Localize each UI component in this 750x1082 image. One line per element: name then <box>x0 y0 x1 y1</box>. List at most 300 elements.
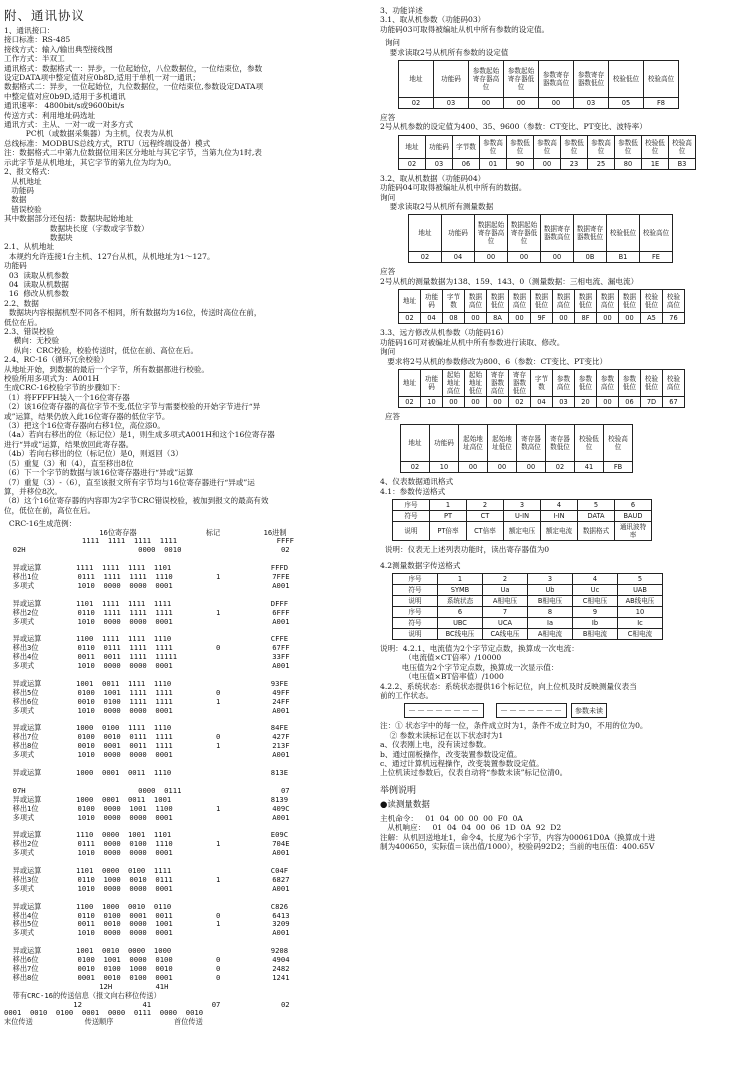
table-cell: 7D <box>641 396 663 407</box>
table-row <box>399 61 679 98</box>
table-cell: I-IN <box>541 511 578 522</box>
table-cell: 4 <box>541 500 578 511</box>
table-cell: 10 <box>430 462 459 473</box>
table-cell: 1E <box>642 158 669 169</box>
crc-row: 异或运算 1101 0000 0100 1111 C04F <box>4 865 289 875</box>
table-row <box>399 313 685 324</box>
table-row <box>393 606 663 617</box>
table-cell: B1 <box>607 252 640 263</box>
protocol-line: 16 修改从机参数 <box>4 289 69 299</box>
format-line: 其中数据部分还包括：数据块起始地址 <box>4 214 134 224</box>
crc-row: 移出8位 0010 0001 0011 1111 1 213F <box>4 741 290 751</box>
table-cell: 地址 <box>401 425 430 462</box>
crc-row: 多项式 1010 0000 0000 0001 A001 <box>4 616 290 626</box>
format-line: 4.1：参数传送格式 <box>380 486 446 496</box>
table-cell: 02 <box>399 98 434 109</box>
interface-line: 设定DATA项中整定值对应0b8D,适用于单机一对一通讯； <box>4 73 200 83</box>
table-cell: 参数起始寄存器高位 <box>469 61 504 98</box>
interface-line: 1、通讯接口： <box>4 26 55 35</box>
table-cell: FE <box>640 252 673 263</box>
read-data-section <box>380 174 746 212</box>
table-cell: 符号 <box>393 584 438 595</box>
table-cell: 00 <box>469 98 504 109</box>
protocol-line: （5）重复（3）和（4），直至移出8位 <box>4 458 134 468</box>
table-cell: 00 <box>541 252 574 263</box>
crc-row: 0001 0010 0100 0001 0000 0111 0000 0010 <box>4 1008 204 1018</box>
crc-row: 1111 1111 1111 1111 FFFF <box>4 536 294 546</box>
table-cell: 参数高位 <box>553 369 575 396</box>
read-params-reply-table <box>398 135 696 170</box>
table-cell: UAB <box>618 584 663 595</box>
crc-row: 移出5位 0100 1001 1111 1111 0 49FF <box>4 687 290 697</box>
table-cell: B相电流 <box>573 628 618 639</box>
table-cell: 校验低位 <box>609 61 644 98</box>
crc-row: 02H 0000 0010 02 <box>4 545 290 555</box>
protocol-line: 2.3、错误校验 <box>4 327 55 336</box>
table-cell: 校验低位 <box>607 215 640 252</box>
table-cell: 校验高位 <box>604 425 633 462</box>
table-row <box>399 369 685 396</box>
crc-row: 异或运算 1001 0010 0000 1000 9208 <box>4 946 289 956</box>
format-line: 2、报文格式： <box>4 167 55 177</box>
modify-line: 询问 <box>380 347 396 357</box>
protocol-line: 本规约允许连接1台主机、127台从机，从机地址为1～127。 <box>4 251 215 261</box>
interface-line: 中整定值对应0b9D,适用于多机通讯 <box>4 91 126 101</box>
table-cell: 字节数 <box>453 135 480 158</box>
protocol-line: 2.2、数据 <box>4 298 39 308</box>
table-cell: 功能码 <box>426 135 453 158</box>
note-line: 电压值为2个字节定点数，换算成一次显示值： <box>380 662 559 672</box>
interface-line: 传送方式：利用地址码选址 <box>4 110 96 120</box>
crc-row: 异或运算 1000 0100 1111 1110 84FE <box>4 723 289 733</box>
table-cell: 08 <box>443 313 465 324</box>
protocol-line: 进行“异或”运算，结果放回此寄存器。 <box>4 439 134 449</box>
reply-line: 应答 <box>380 113 396 123</box>
table-cell: C相电压 <box>573 595 618 606</box>
table-cell: 数据寄存器数高位 <box>541 215 574 252</box>
table-cell: 00 <box>597 396 619 407</box>
status-notes <box>380 721 746 777</box>
table-cell: 02 <box>399 313 421 324</box>
table-row <box>393 500 652 511</box>
protocol-line: 低位在后。 <box>4 317 42 327</box>
table-cell: 5 <box>578 500 615 511</box>
modify-params-section <box>380 328 746 366</box>
table-cell: 功能码 <box>430 425 459 462</box>
protocol-line: 算，并移位8次。 <box>4 486 62 496</box>
table-cell: 校验高位 <box>663 290 685 313</box>
crc-row: 16位寄存器 标记 16进制 <box>4 527 287 537</box>
table-row <box>401 425 633 462</box>
table-cell: UCA <box>483 617 528 628</box>
table-cell: 00 <box>534 158 561 169</box>
table-cell: 参数起始寄存器低位 <box>504 61 539 98</box>
table-cell: 字节数 <box>531 369 553 396</box>
read-data-line: 3.2、取从机数据（功能码04） <box>380 173 486 183</box>
crc-row: 异或运算 1100 1000 0010 0110 C826 <box>4 901 289 911</box>
table-cell: 额定电流 <box>541 522 578 541</box>
table-cell: 00 <box>459 462 488 473</box>
table-cell: 04 <box>421 313 443 324</box>
format-line: 数据块长度（字数或字节数） <box>4 223 149 233</box>
table-cell: A5 <box>641 313 663 324</box>
protocol-line: 03 读取从机参数 <box>4 270 69 280</box>
table-cell: 00 <box>443 396 465 407</box>
crc-row: 异或运算 1110 0000 1001 1101 E09C <box>4 830 289 840</box>
table-row <box>399 135 696 158</box>
interface-line: 接线方式：输入/输出典型接线图 <box>4 44 113 54</box>
measure-format-table <box>392 573 663 640</box>
function-line: 功能码03可取得被编址从机中所有参数的设定值。 <box>380 24 550 34</box>
reply-line: 应答 <box>380 267 396 277</box>
modify-query-table <box>398 369 685 408</box>
table-cell: 数据低位 <box>619 290 641 313</box>
table-cell: 06 <box>619 396 641 407</box>
table-cell: 00 <box>465 396 487 407</box>
table-cell: 功能码 <box>421 290 443 313</box>
crc-row: 异或运算 1000 0001 0011 1110 813E <box>4 768 289 777</box>
table-cell: 数据格式 <box>578 522 615 541</box>
table-cell: 9F <box>531 313 553 324</box>
table-cell: 02 <box>399 158 426 169</box>
table-cell: 校验高位 <box>640 215 673 252</box>
crc-row: 多项式 1010 0000 0000 0001 A001 <box>4 848 290 858</box>
interface-line: 数据格式二：异步，一位起始位，九位数据位，一位结束位,参数设定DATA项 <box>4 82 264 92</box>
measure-format-heading: 4.2测量数据字传送格式 <box>380 560 461 570</box>
table-cell: 00 <box>509 313 531 324</box>
protocol-line: 横向：无校验 <box>4 336 60 346</box>
table-cell: 地址 <box>399 290 421 313</box>
example-line: 制为400650，实际值＝读出值/1000），校验码92D2；当前的电压值：400.65V <box>380 842 655 852</box>
table-cell: F8 <box>644 98 679 109</box>
table-cell: 寄存器数高位 <box>517 425 546 462</box>
table-cell: 02 <box>509 396 531 407</box>
example-bullet: ●读测量数据 <box>380 799 430 810</box>
protocol-line: 功能码 <box>4 261 27 271</box>
table-cell: 额定电压 <box>504 522 541 541</box>
read-params-query-table <box>398 60 679 109</box>
table-cell: 4 <box>573 573 618 584</box>
table-cell: 起始地址高位 <box>443 369 465 396</box>
crc-row: 12 41 07 02 <box>4 999 290 1009</box>
table-row <box>409 252 673 263</box>
table-cell: 04 <box>531 396 553 407</box>
table-cell: 02 <box>399 396 421 407</box>
crc-row: 移出1位 0100 0000 1001 1100 1 409C <box>4 803 290 813</box>
protocol-line: （8）这个16位寄存器的内容即为2字节CRC错误校验，被加到报文的最高有效 <box>4 496 269 506</box>
modify-line: 要求将2号从机的参数修改为800、6（参数：CT变比、PT变比） <box>380 356 608 366</box>
table-row <box>393 573 663 584</box>
table-cell: 05 <box>609 98 644 109</box>
table-cell: 参数高位 <box>597 369 619 396</box>
table-cell: 参数低位 <box>575 369 597 396</box>
table-cell: 寄存器数低位 <box>546 425 575 462</box>
protocol-line: 数据块内容根据机型不同各不相同，所有数据均为16位，传送时高位在前， <box>4 308 262 318</box>
table-cell: 序号 <box>393 573 438 584</box>
table-cell: Uc <box>573 584 618 595</box>
protocol-line: （6）下一个字节的数据与该16位寄存器进行“异或”运算 <box>4 468 194 478</box>
table-cell: A相电压 <box>483 595 528 606</box>
table-cell: DATA <box>578 511 615 522</box>
table-cell: 寄存器数高位 <box>487 369 509 396</box>
example-content <box>380 814 746 852</box>
table-cell: 00 <box>539 98 574 109</box>
table-cell: 02 <box>409 252 442 263</box>
crc-example-title: CRC-16生成范例： <box>4 519 77 529</box>
table-cell: 03 <box>434 98 469 109</box>
crc-row: 移出2位 0110 1111 1111 1111 1 6FFF <box>4 607 290 617</box>
param-format-table <box>392 499 652 541</box>
table-cell: 字节数 <box>443 290 465 313</box>
protocol-line: 04 读取从机数据 <box>4 279 69 289</box>
crc-row: 移出1位 0111 1111 1111 1110 1 7FFE <box>4 572 290 582</box>
table-row <box>393 628 663 639</box>
table-cell: FB <box>604 462 633 473</box>
modify-reply-table <box>400 424 633 473</box>
note-line: （电流值×CT倍率）/10000 <box>380 653 502 663</box>
crc-row: 移出6位 0010 0100 1111 1111 1 24FF <box>4 696 290 706</box>
table-cell: 校验低位 <box>642 135 669 158</box>
protocol-line: （7）重复（3）-（6），直至该报文所有字节均与16位寄存器进行“异或”运 <box>4 477 255 487</box>
table-cell: 00 <box>517 462 546 473</box>
table-cell: 校验低位 <box>575 425 604 462</box>
note-line: 注：① 状态字中的每一位，条件成立时为1，条件不成立时为0，不用的位为0。 <box>380 721 648 731</box>
table-cell: 5 <box>618 573 663 584</box>
table-cell: 校验低位 <box>641 290 663 313</box>
table-cell: 1 <box>430 500 467 511</box>
protocol-line: 从地址开始，到数据的最后一个字节，所有数据都进行校验。 <box>4 364 210 374</box>
table-cell: 功能码 <box>434 61 469 98</box>
left-column <box>4 6 366 1027</box>
crc-row: 多项式 1010 0000 0000 0001 A001 <box>4 883 290 893</box>
crc-row: 移出3位 0110 1000 0010 0111 1 6827 <box>4 874 290 884</box>
reply1-heading <box>380 113 746 132</box>
table-cell: 序号 <box>393 606 438 617</box>
table-cell: 00 <box>504 98 539 109</box>
table-cell: AB线电压 <box>618 595 663 606</box>
table-cell: 说明 <box>393 522 430 541</box>
reply2-heading <box>380 267 746 286</box>
protocol-line: （3）把这个16位寄存器向右移1位，高位添0。 <box>4 421 165 431</box>
table-cell: U-IN <box>504 511 541 522</box>
table-cell: Ua <box>483 584 528 595</box>
table-cell: 90 <box>507 158 534 169</box>
table-cell: 0B <box>574 252 607 263</box>
crc-row: 多项式 1010 0000 0000 0001 A001 <box>4 928 290 938</box>
query-line: 询问 <box>380 38 401 48</box>
table-cell: A相电流 <box>528 628 573 639</box>
table-cell: 说明 <box>393 628 438 639</box>
interface-line: PC机（或数据采集器）为主机，仪表为从机 <box>4 129 174 139</box>
example-line: 主机命令： 01 04 00 00 00 F0 0A <box>380 813 523 823</box>
read-data-line: 询问 <box>380 192 396 202</box>
crc-row: 移出4位 0011 0011 1111 11111 33FF <box>4 652 290 662</box>
table-cell: 00 <box>597 313 619 324</box>
status-bits-high: －－－－－－－－ <box>404 703 484 718</box>
table-cell: 80 <box>615 158 642 169</box>
protocol-line: （1）将FFFFH装入一个16位寄存器 <box>4 392 130 402</box>
modify-line: 3.3、远方修改从机参数（功能码16） <box>380 328 509 338</box>
table-cell: 41 <box>575 462 604 473</box>
table-cell: 3 <box>504 500 541 511</box>
table-cell: 数据高位 <box>597 290 619 313</box>
table-cell: 符号 <box>393 617 438 628</box>
table-cell: 参数高位 <box>534 135 561 158</box>
table-row <box>393 522 652 541</box>
crc-row: 异或运算 1111 1111 1111 1101 FFFD <box>4 563 289 573</box>
modify-line: 功能码16可对被编址从机中所有参数进行读取、修改。 <box>380 337 565 347</box>
note-line: 4.2.2、系统状态：系统状态提供16个标记位，向上位机及时反映测量仪表当 <box>380 681 637 691</box>
table-cell: 9 <box>573 606 618 617</box>
protocol-line: 或”运算，结果仍放入此16位寄存器的低位字节。 <box>4 411 170 421</box>
table-cell: 起始地址低位 <box>488 425 517 462</box>
table-cell: 10 <box>618 606 663 617</box>
note-line: c、通过计算机远程操作，改变装置参数设定值。 <box>380 759 544 768</box>
protocol-details <box>4 242 366 515</box>
query1-heading <box>380 38 746 57</box>
interface-line: 总线标准：MODBUS总线方式，RTU（远程终端设备）模式 <box>4 138 211 148</box>
table-cell: 数据高位 <box>553 290 575 313</box>
table-cell: 数据寄存器数低位 <box>574 215 607 252</box>
table-cell: PT <box>430 511 467 522</box>
table-cell: 功能码 <box>421 369 443 396</box>
table-cell: 寄存器数低位 <box>509 369 531 396</box>
table-cell: 3 <box>528 573 573 584</box>
read-data-line: 要求读取2号从机所有测量数据 <box>380 202 494 212</box>
reply-line: 2号从机参数的设定值为400、35、9600（参数：CT变比、PT变比、波特率） <box>380 122 647 132</box>
table-cell: 03 <box>553 396 575 407</box>
example-line: 注解：从机回送地址1，命令4，长度为6个字节，内容为00061D0A（换算成十进 <box>380 832 656 842</box>
table-cell: 00 <box>619 313 641 324</box>
table-cell: 00 <box>553 313 575 324</box>
table-cell: 8A <box>487 313 509 324</box>
table-cell: 25 <box>588 158 615 169</box>
read-data-reply-table <box>398 289 685 324</box>
table-row <box>409 215 673 252</box>
table-cell: 通讯波特率 <box>615 522 652 541</box>
format-line: 错误校验 <box>4 204 42 214</box>
table-cell: PT倍率 <box>430 522 467 541</box>
table-cell: C相电流 <box>618 628 663 639</box>
crc-row: 移出7位 0100 0010 0111 1111 0 427F <box>4 732 290 742</box>
table-row <box>393 617 663 628</box>
crc-row: 多项式 1010 0000 0000 0001 A001 <box>4 750 290 760</box>
table-cell: 地址 <box>399 135 426 158</box>
protocol-line: 位，低位在前，高位在后。 <box>4 505 96 515</box>
table-cell: 00 <box>488 462 517 473</box>
table-cell: 02 <box>546 462 575 473</box>
table-cell: SYMB <box>438 584 483 595</box>
note-line: （电压值×BT倍率值）/1000 <box>380 672 504 682</box>
crc-row: 移出3位 0110 0111 1111 1111 0 67FF <box>4 643 290 653</box>
measure-format-note <box>380 644 746 700</box>
interface-line: 通讯方式：主从、一对一或一对多方式 <box>4 120 134 130</box>
status-bits-low: －－－－－－－ <box>496 703 567 718</box>
table-cell: 20 <box>575 396 597 407</box>
table-cell: 参数寄存器数高位 <box>539 61 574 98</box>
interface-line: 注：数据格式二中第九位数据位用来区分地址与其它字节，当第九位为1时,表 <box>4 148 262 158</box>
table-cell: 23 <box>561 158 588 169</box>
protocol-line: （4a）若向右移出的位（标记位）是1，则生成多项式A001H和这个16位寄存器 <box>4 430 275 440</box>
table-cell: CT倍率 <box>467 522 504 541</box>
crc-row: 多项式 1010 0000 0000 0001 A001 <box>4 812 290 822</box>
table-cell: 6 <box>438 606 483 617</box>
table-cell: 说明 <box>393 595 438 606</box>
table-cell: 参数高位 <box>588 135 615 158</box>
table-cell: 7 <box>483 606 528 617</box>
crc-row: 移出5位 0011 0010 0000 1001 1 3209 <box>4 919 290 929</box>
table-cell: 2 <box>467 500 504 511</box>
data-format-section <box>380 477 746 496</box>
crc-row: 移出7位 0010 0100 1000 0010 0 2482 <box>4 963 290 973</box>
protocol-line: 生成CRC-16校验字节的步骤如下： <box>4 383 125 393</box>
crc-row: 移出8位 0001 0010 0100 0001 0 1241 <box>4 972 290 982</box>
table-cell: Ub <box>528 584 573 595</box>
table-cell: 功能码 <box>442 215 475 252</box>
interface-line: 通讯格式：数据格式一：异步，一位起始位，八位数据位，一位结束位，参数 <box>4 63 263 73</box>
table-cell: 校验高位 <box>663 369 685 396</box>
crc-row: 移出4位 0110 0100 0001 0011 0 6413 <box>4 910 290 920</box>
table-cell: BAUD <box>615 511 652 522</box>
note-line: 上位机读过参数后，仪表自动将“参数未读”标记位清0。 <box>380 768 568 778</box>
interface-line: 通讯速率： 4800bit/s或9600bit/s <box>4 101 125 111</box>
function-line: 3.1、取从机参数（功能码03） <box>380 15 486 25</box>
table-cell: 参数低位 <box>507 135 534 158</box>
function-line: 3、功能详述 <box>380 6 423 15</box>
crc-row: 多项式 1010 0000 0000 0001 A001 <box>4 661 290 671</box>
crc-row: 移出2位 0111 0000 0100 1110 1 704E <box>4 839 290 849</box>
table-cell: 数据高位 <box>465 290 487 313</box>
table-cell: 地址 <box>399 61 434 98</box>
table-cell: 03 <box>574 98 609 109</box>
table-cell: 校验低位 <box>641 369 663 396</box>
crc-row: 带有CRC-16的传送信息（报文向右移位传送） <box>4 990 161 1000</box>
table-cell: 8 <box>528 606 573 617</box>
interface-section <box>4 26 366 167</box>
table-cell: 参数低位 <box>615 135 642 158</box>
format-line: 数据 <box>4 195 27 205</box>
table-cell: Ib <box>573 617 618 628</box>
table-cell: 起始地址高位 <box>459 425 488 462</box>
right-column <box>380 6 746 851</box>
table-cell: 参数低位 <box>561 135 588 158</box>
crc-row: 12H 41H <box>4 981 169 991</box>
table-cell: 校验高位 <box>644 61 679 98</box>
note-line: ② 参数未读标记在以下状态时为1 <box>380 730 504 740</box>
note-line: b、通过面板操作，改变装置参数设定值。 <box>380 749 522 759</box>
function-details <box>380 6 746 34</box>
table-cell: B相电压 <box>528 595 573 606</box>
reply3-heading: 应答 <box>380 411 401 421</box>
crc-row: 异或运算 1100 1111 1111 1110 CFFE <box>4 634 289 644</box>
status-param-unread: 参数未读 <box>571 703 607 718</box>
protocol-line: 校验所用多项式为：A001H <box>4 374 99 384</box>
note-line: 说明：4.2.1、电流值为2个字节定点数，换算成一次电流： <box>380 643 579 653</box>
table-cell: 数据低位 <box>531 290 553 313</box>
table-cell: 06 <box>453 158 480 169</box>
example-line: 从机响应： 01 04 04 00 06 1D 0A 92 D2 <box>380 823 562 833</box>
table-cell: 数据起始寄存器高位 <box>475 215 508 252</box>
table-cell: 参数寄存器数低位 <box>574 61 609 98</box>
protocol-line: 2.1、从机地址 <box>4 242 55 252</box>
table-row <box>399 290 685 313</box>
table-row <box>393 584 663 595</box>
table-cell: 1 <box>438 573 483 584</box>
protocol-line: 纵向：CRC校验，校验传送时，低位在前、高位在后。 <box>4 345 199 355</box>
table-cell: 04 <box>442 252 475 263</box>
table-cell: 数据低位 <box>575 290 597 313</box>
example-title: 举例说明 <box>380 785 417 796</box>
